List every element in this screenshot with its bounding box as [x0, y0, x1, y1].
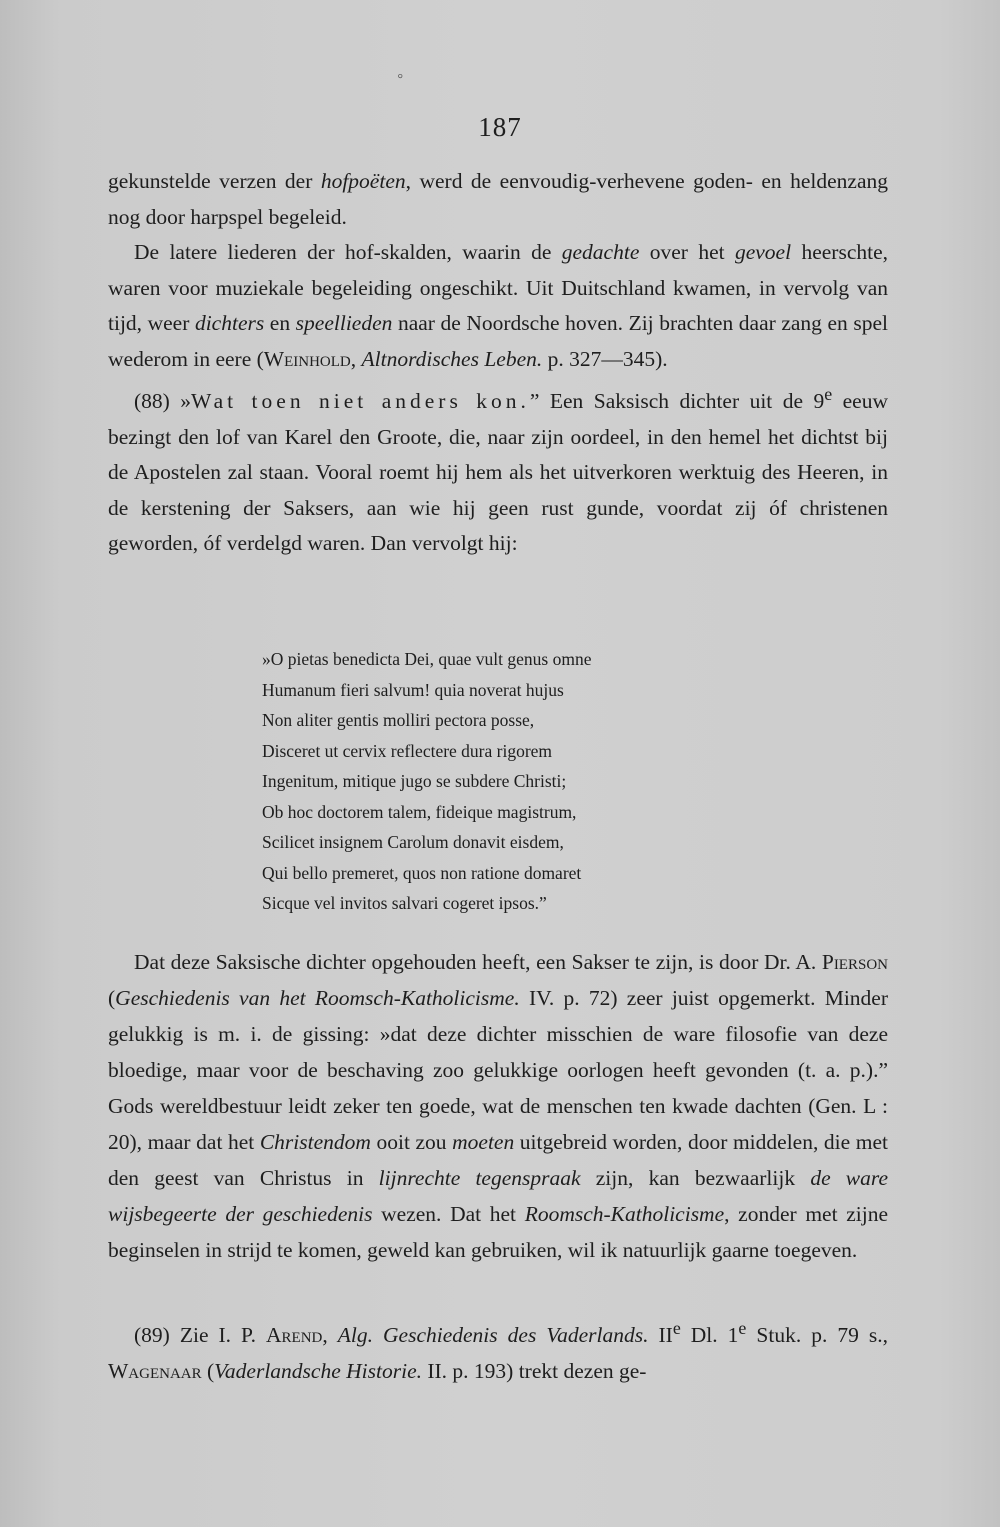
paragraph-latere: De latere liederen der hof-skalden, waarin de gedachte over het gevoel heerschte, waren voor muziekale begeleiding ongeschikt. Uit Duitschland kwamen, in vervolg van tijd, weer dichters en speellieden naar de Noordsche hoven. Zij brachten daar zang en spel wederom in eere (Weinhold, Altnordisches Leben. p. 327—345). [108, 240, 888, 371]
footnote-88: (88) »Wat toen niet anders kon.” Een Saksisch dichter uit de 9e eeuw bezingt den lof van Karel den Groote, die, naar zijn oordeel, in den hemel het dichtst bij de Apostelen zal staan. Vooral roemt hij hem als het uitverkoren werktuig des Heeren, in de kerstening der Saksers, aan wie hij geen rust gunde, voordat zij óf christenen geworden, óf verdelgd waren. Dan vervolgt hij: [108, 384, 888, 556]
author-name: Weinhold [263, 346, 351, 371]
stray-mark: ° [397, 72, 403, 87]
italic-term: moeten [452, 1130, 515, 1154]
paragraph-dat: Dat deze Saksische dichter opgehouden heeft, een Sakser te zijn, is door Dr. A. Pierson (Geschiedenis van het Roomsch-Katholicisme. IV. p. 72) zeer juist opgemerkt. Minder gelukkig is m. i. de gissing: »dat deze dichter misschien de ware filosofie van deze bloedige, maar voor de beschaving zoo gelukkige oorlogen heeft gevonden (t. a. p.).” Gods wereldbestuur leidt zeker ten goede, wat de menschen ten kwade dachten (Gen. L : 20), maar dat het Christendom ooit zou moeten uitgebreid worden, door middelen, die met den geest van Christus in lijnrechte tegenspraak zijn, kan bezwaarlijk de ware wijsbegeerte der geschiedenis wezen. Dat het Roomsch-Katholicisme, zonder met zijne beginselen in strijd te komen, geweld kan gebruiken, wil ik natuurlijk gaarne toegeven. [108, 950, 889, 1262]
spaced-quote: Wat toen niet anders kon. [191, 389, 530, 414]
book-title: Altnordisches Leben. [361, 346, 543, 371]
author-name: Pierson [821, 950, 888, 974]
poem-line: Qui bello premeret, quos non ratione domaret [262, 862, 582, 883]
latin-poem [262, 644, 822, 919]
author-name: Arend [266, 1323, 323, 1348]
italic-term: Christendom [259, 1130, 371, 1154]
poem-line: Ob hoc doctorem talem, fideique magistrum, [262, 801, 577, 822]
poem-line: Sicque vel invitos salvari cogeret ipsos.” [262, 893, 547, 913]
poem-line: »O pietas benedicta Dei, quae vult genus omne [262, 649, 592, 669]
italic-term: speellieden [295, 311, 393, 335]
main-text-lower [108, 944, 888, 1268]
italic-term: de ware wijsbegeerte der geschiedenis [108, 1166, 889, 1226]
page-number: 187 [478, 112, 522, 142]
poem-line: Ingenitum, mitique jugo se subdere Christi; [262, 771, 567, 791]
book-title: Geschiedenis van het Roomsch-Katholicisme. [115, 986, 520, 1010]
italic-term: lijnrechte tegenspraak [378, 1166, 581, 1190]
book-title: Alg. Geschiedenis des Vaderlands. [337, 1323, 649, 1348]
italic-term: Roomsch-Katholicisme [524, 1202, 725, 1226]
book-title: Vaderlandsche Historie. [214, 1359, 422, 1384]
italic-term: dichters [194, 311, 265, 335]
main-text-upper [108, 164, 888, 562]
italic-term: hofpoëten [320, 169, 406, 193]
author-name: Wagenaar [108, 1359, 202, 1384]
footnote-89: (89) Zie I. P. Arend, Alg. Geschiedenis des Vaderlands. IIe Dl. 1e Stuk. p. 79 s., Wagenaar (Vaderlandsche Historie. II. p. 193) trekt dezen ge- [108, 1318, 888, 1384]
poem-line: Humanum fieri salvum! quia noverat hujus [262, 679, 564, 700]
italic-term: gedachte [561, 240, 640, 264]
main-text-footnote-89 [108, 1310, 888, 1389]
italic-term: gevoel [734, 240, 792, 264]
poem-line: Scilicet insignem Carolum donavit eisdem, [262, 832, 564, 852]
poem-line: Disceret ut cervix reflectere dura rigorem [262, 740, 553, 761]
poem-line: Non aliter gentis molliri pectora posse, [262, 710, 535, 730]
paragraph-intro: gekunstelde verzen der hofpoëten, werd de eenvoudig-verhevene goden- en heldenzang nog door harpspel begeleid. [108, 169, 888, 229]
